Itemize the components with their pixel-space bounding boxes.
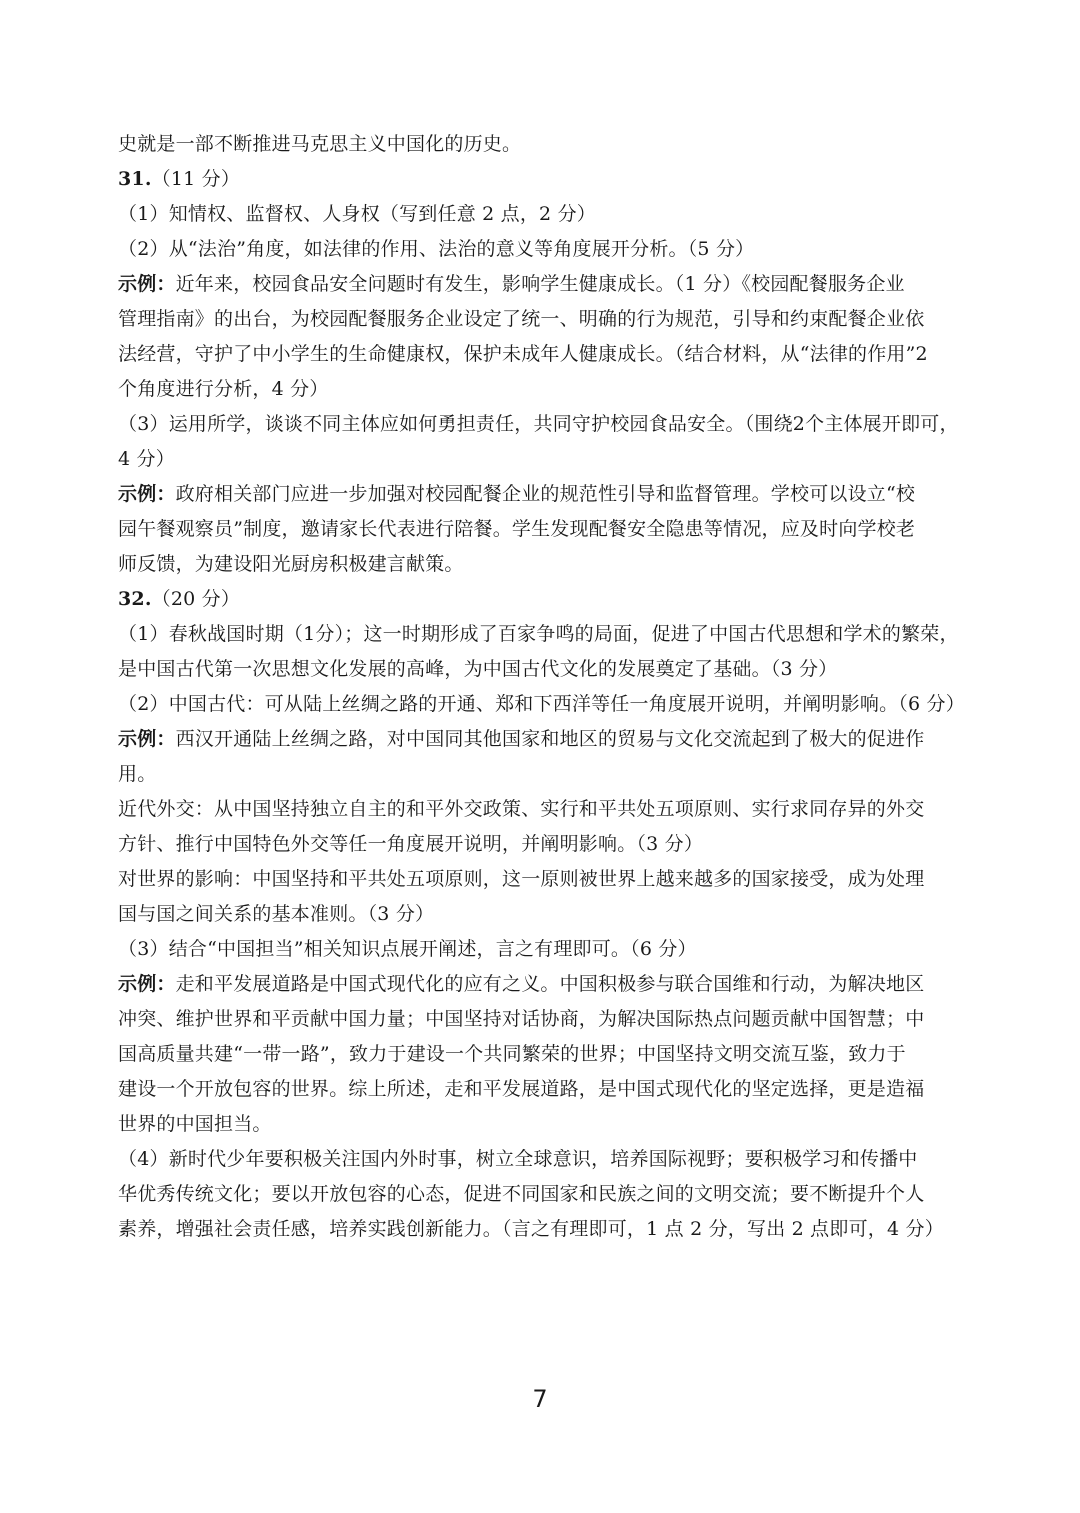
line-text: 建设一个开放包容的世界。综上所述，走和平发展道路，是中国式现代化的坚定选择，更是造福 bbox=[118, 1078, 925, 1100]
text-line bbox=[118, 1072, 966, 1107]
line-text: （3）结合“中国担当”相关知识点展开阐述，言之有理即可。（6 分） bbox=[118, 938, 697, 960]
text-line bbox=[118, 267, 966, 302]
text-line bbox=[118, 1002, 966, 1037]
text-line bbox=[118, 932, 966, 967]
text-line bbox=[118, 232, 966, 267]
line-text: （11 分） bbox=[151, 168, 241, 190]
text-line bbox=[118, 792, 966, 827]
text-line bbox=[118, 897, 966, 932]
line-text: 素养，增强社会责任感，培养实践创新能力。（言之有理即可，1 点 2 分，写出 2 点即可，4 分） bbox=[118, 1218, 944, 1240]
line-text: 史就是一部不断推进马克思主义中国化的历史。 bbox=[118, 133, 522, 155]
text-line bbox=[118, 1037, 966, 1072]
text-line bbox=[118, 652, 966, 687]
text-line bbox=[118, 197, 966, 232]
example-label: 示例： bbox=[118, 483, 176, 505]
text-line bbox=[118, 827, 966, 862]
text-line bbox=[118, 512, 966, 547]
question-number: 31. bbox=[118, 168, 152, 190]
line-text: （2）中国古代：可从陆上丝绸之路的开通、郑和下西洋等任一角度展开说明，并阐明影响。（6 分） bbox=[118, 693, 965, 715]
text-line bbox=[118, 477, 966, 512]
line-text: 师反馈，为建设阳光厨房积极建言献策。 bbox=[118, 553, 464, 575]
line-text: 近年来，校园食品安全问题时有发生，影响学生健康成长。（1 分）《校园配餐服务企业 bbox=[175, 273, 905, 295]
question-number: 32. bbox=[118, 588, 152, 610]
line-text: 华优秀传统文化；要以开放包容的心态，促进不同国家和民族之间的文明交流；要不断提升个人 bbox=[118, 1183, 925, 1205]
line-text: （2）从“法治”角度，如法律的作用、法治的意义等角度展开分析。（5 分） bbox=[118, 238, 755, 260]
text-line bbox=[118, 757, 966, 792]
line-text: 国高质量共建“一带一路”，致力于建设一个共同繁荣的世界；中国坚持文明交流互鉴，致力于 bbox=[118, 1043, 906, 1065]
text-line bbox=[118, 372, 966, 407]
line-text: 法经营，守护了中小学生的生命健康权，保护未成年人健康成长。（结合材料，从“法律的作用”2 bbox=[118, 343, 928, 365]
line-text: 用。 bbox=[118, 763, 157, 785]
text-line bbox=[118, 687, 966, 722]
text-line bbox=[118, 722, 966, 757]
line-text: 近代外交：从中国坚持独立自主的和平外交政策、实行和平共处五项原则、实行求同存异的外交 bbox=[118, 798, 925, 820]
text-line bbox=[118, 127, 966, 162]
line-text: （4）新时代少年要积极关注国内外时事，树立全球意识，培养国际视野；要积极学习和传播中 bbox=[118, 1148, 918, 1170]
text-line bbox=[118, 1177, 966, 1212]
line-text: （20 分） bbox=[151, 588, 241, 610]
line-text: 走和平发展道路是中国式现代化的应有之义。中国积极参与联合国维和行动，为解决地区 bbox=[175, 973, 925, 995]
page-number: 7 bbox=[532, 1385, 548, 1413]
line-text: （3）运用所学，谈谈不同主体应如何勇担责任，共同守护校园食品安全。（围绕2个主体展开即可， bbox=[118, 413, 959, 435]
text-line bbox=[118, 162, 966, 197]
text-line bbox=[118, 582, 966, 617]
example-label: 示例： bbox=[118, 728, 176, 750]
text-line bbox=[118, 337, 966, 372]
text-line bbox=[118, 302, 966, 337]
line-text: 方针、推行中国特色外交等任一角度展开说明，并阐明影响。（3 分） bbox=[118, 833, 704, 855]
text-line bbox=[118, 1212, 966, 1247]
line-text: 是中国古代第一次思想文化发展的高峰，为中国古代文化的发展奠定了基础。（3 分） bbox=[118, 658, 838, 680]
text-line bbox=[118, 1107, 966, 1142]
line-text: 4 分） bbox=[118, 448, 175, 470]
line-text: （1）知情权、监督权、人身权（写到任意 2 点，2 分） bbox=[118, 203, 596, 225]
example-label: 示例： bbox=[118, 273, 176, 295]
line-text: 个角度进行分析，4 分） bbox=[118, 378, 329, 400]
line-text: 冲突、维护世界和平贡献中国力量；中国坚持对话协商，为解决国际热点问题贡献中国智慧；中 bbox=[118, 1008, 925, 1030]
line-text: （1）春秋战国时期（1分）；这一时期形成了百家争鸣的局面，促进了中国古代思想和学术的繁荣， bbox=[118, 623, 959, 645]
text-line bbox=[118, 967, 966, 1002]
line-text: 世界的中国担当。 bbox=[118, 1113, 272, 1135]
text-line bbox=[118, 617, 966, 652]
line-text: 管理指南》的出台，为校园配餐服务企业设定了统一、明确的行为规范，引导和约束配餐企业依 bbox=[118, 308, 925, 330]
text-line bbox=[118, 1142, 966, 1177]
text-line bbox=[118, 442, 966, 477]
line-text: 政府相关部门应进一步加强对校园配餐企业的规范性引导和监督管理。学校可以设立“校 bbox=[175, 483, 916, 505]
example-label: 示例： bbox=[118, 973, 176, 995]
answer-content bbox=[118, 127, 966, 1247]
line-text: 国与国之间关系的基本准则。（3 分） bbox=[118, 903, 435, 925]
text-line bbox=[118, 862, 966, 897]
text-line bbox=[118, 407, 966, 442]
line-text: 对世界的影响：中国坚持和平共处五项原则，这一原则被世界上越来越多的国家接受，成为处理 bbox=[118, 868, 925, 890]
line-text: 园午餐观察员”制度，邀请家长代表进行陪餐。学生发现配餐安全隐患等情况，应及时向学校老 bbox=[118, 518, 916, 540]
line-text: 西汉开通陆上丝绸之路，对中国同其他国家和地区的贸易与文化交流起到了极大的促进作 bbox=[175, 728, 925, 750]
text-line bbox=[118, 547, 966, 582]
